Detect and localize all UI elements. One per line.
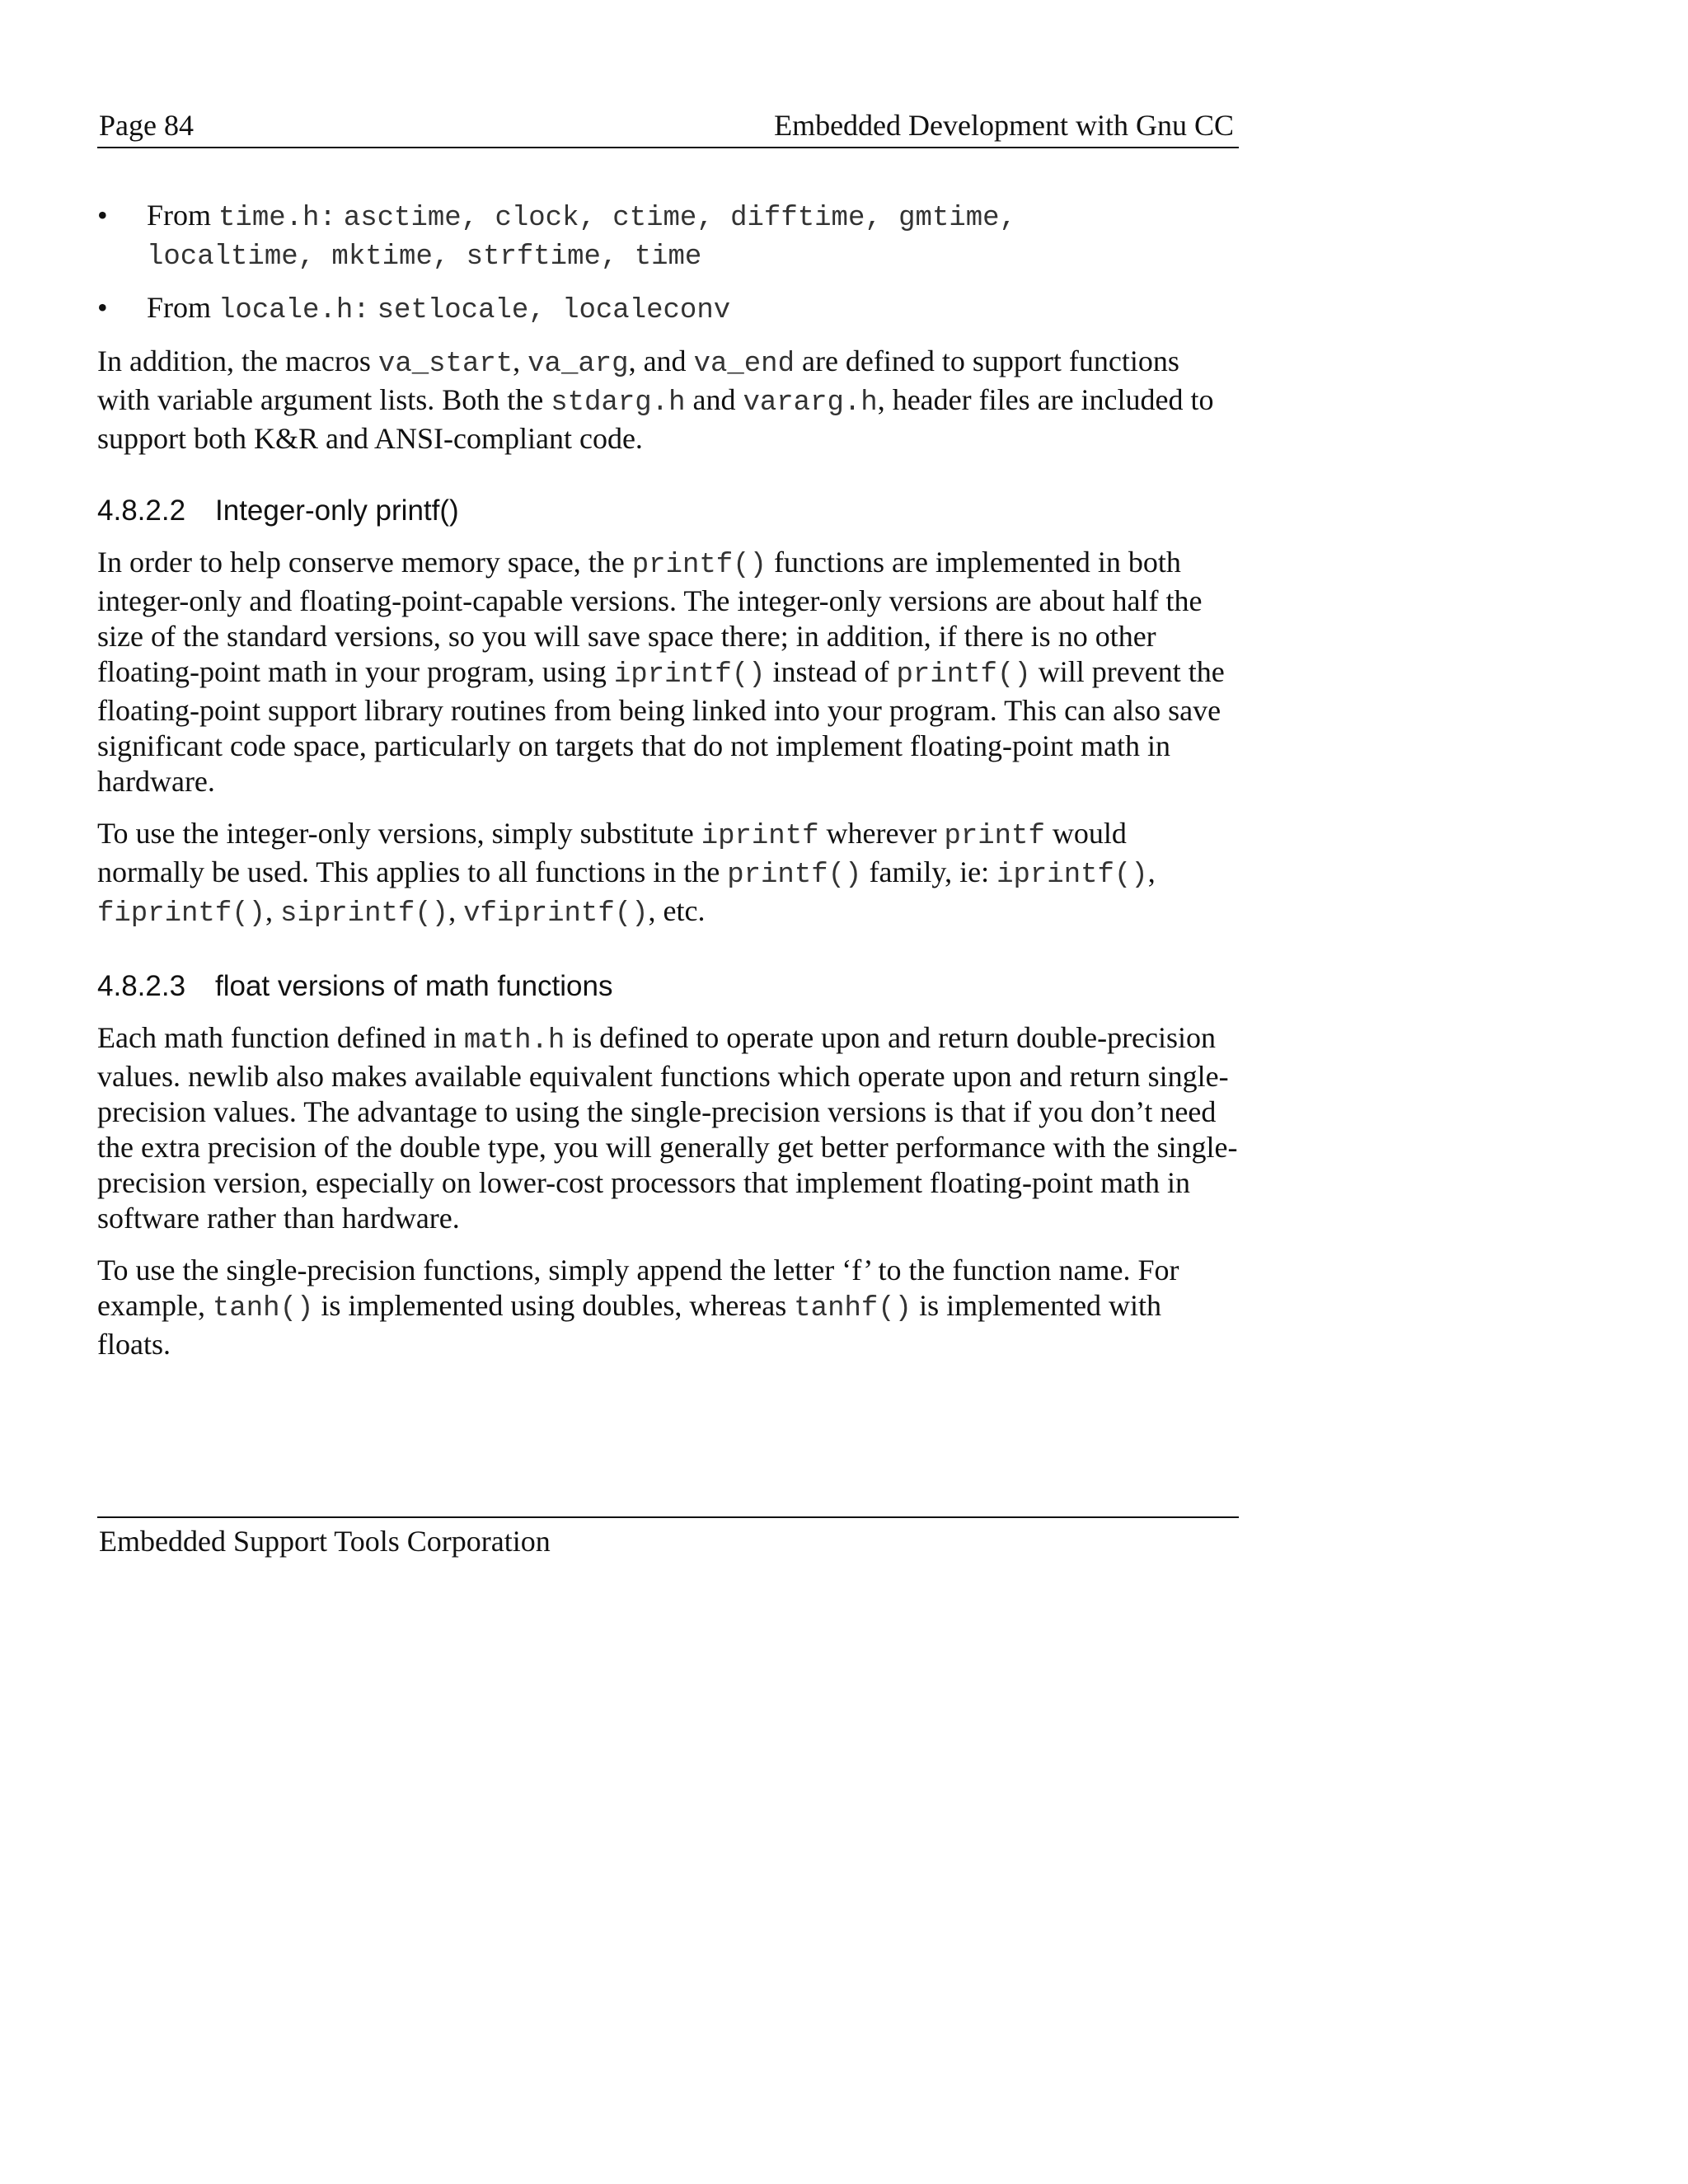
- text: In order to help conserve memory space, the: [97, 546, 632, 579]
- code: fiprintf(): [97, 898, 266, 930]
- code: iprintf(): [613, 659, 766, 691]
- text: , header files are included to support both K&R and ANSI-compliant code.: [97, 383, 1214, 455]
- bullet-dot-icon: •: [97, 291, 108, 324]
- section-title: Integer-only printf(): [215, 494, 459, 527]
- bullet-dot-icon: •: [97, 199, 108, 232]
- text: family, ie:: [861, 855, 997, 888]
- bullet-header-file: time.h:: [218, 203, 336, 234]
- text: ,: [1147, 855, 1156, 888]
- text: , etc.: [648, 894, 706, 927]
- section-title: float versions of math functions: [215, 970, 613, 1002]
- text: is defined to operate upon and return double-precision values. newlib also makes available equivalent functions which operate upon and return single-precision values. The advantage to using the single-precision versions is that if you don’t need the extra precision of the double type, you will generally get better performance with the single-precision version, especially on lower-cost processors that implement floating-point math in software rather than hardware.: [97, 1021, 1238, 1235]
- paragraph-math-functions: [97, 1020, 1239, 1236]
- footer-company: Embedded Support Tools Corporation: [99, 1525, 551, 1558]
- page-footer: [97, 1516, 1239, 1563]
- code: math.h: [463, 1025, 565, 1057]
- paragraph-macros: [97, 344, 1239, 457]
- code: printf: [944, 821, 1045, 852]
- code: siprintf(): [280, 898, 449, 930]
- code: printf(): [896, 659, 1031, 691]
- text: In addition, the macros: [97, 344, 378, 377]
- bullet-functions: setlocale, localeconv: [377, 295, 731, 326]
- text: To use the integer-only versions, simply substitute: [97, 817, 701, 850]
- text: is implemented using doubles, whereas: [313, 1289, 795, 1322]
- section-number: 4.8.2.3: [97, 970, 186, 1002]
- text: ,: [265, 894, 281, 927]
- text: would normally be used. This applies to all functions in the: [97, 817, 1127, 888]
- page-content: [97, 198, 1239, 1379]
- text: wherever: [818, 817, 945, 850]
- text: will prevent the floating-point support library routines from being linked into your program. This can also save significant code space, particularly on targets that do not implement floating-point math in hardware.: [97, 655, 1225, 798]
- section-number: 4.8.2.2: [97, 494, 186, 527]
- code: printf(): [727, 860, 862, 891]
- code: va_end: [693, 349, 795, 380]
- code: vararg.h: [743, 387, 878, 419]
- code: tanhf(): [794, 1293, 912, 1324]
- code: iprintf: [701, 821, 819, 852]
- bullet-item: [97, 198, 1239, 275]
- book-title: Embedded Development with Gnu CC: [774, 109, 1234, 142]
- bullet-header-file: locale.h:: [218, 295, 370, 326]
- code: vfiprintf(): [463, 898, 649, 930]
- text: To use the single-precision functions, simply append the letter ‘f’ to the function name. For example,: [97, 1254, 1179, 1322]
- text: ,: [513, 344, 528, 377]
- section-heading: [97, 493, 1239, 528]
- code: va_arg: [528, 349, 629, 380]
- text: is implemented with floats.: [97, 1289, 1162, 1361]
- bullet-functions-continued: localtime, mktime, strftime, time: [147, 241, 702, 273]
- paragraph-printf: [97, 545, 1239, 799]
- code: stdarg.h: [551, 387, 686, 419]
- text: and: [685, 383, 743, 416]
- text: , and: [628, 344, 694, 377]
- paragraph-iprintf: [97, 816, 1239, 932]
- bullet-from: From: [147, 291, 212, 324]
- page-number: Page 84: [99, 109, 194, 142]
- bullet-from: From: [147, 199, 212, 232]
- code: tanh(): [212, 1293, 314, 1324]
- code: va_start: [377, 349, 513, 380]
- page-header: [97, 104, 1239, 148]
- code: printf(): [631, 550, 767, 581]
- paragraph-float-suffix: [97, 1253, 1239, 1362]
- code: iprintf(): [996, 860, 1148, 891]
- bullet-functions: asctime, clock, ctime, difftime, gmtime,: [343, 203, 1016, 234]
- text: functions are implemented in both integer-only and floating-point-capable versions. The integer-only versions are about half the size of the standard versions, so you will save space there; in addition, if there is no other floating-point math in your program, using: [97, 546, 1203, 688]
- text: Each math function defined in: [97, 1021, 464, 1054]
- text: instead of: [765, 655, 897, 688]
- text: ,: [448, 894, 464, 927]
- bullet-item: [97, 290, 1239, 329]
- section-heading: [97, 968, 1239, 1004]
- text: are defined to support functions with variable argument lists. Both the: [97, 344, 1179, 416]
